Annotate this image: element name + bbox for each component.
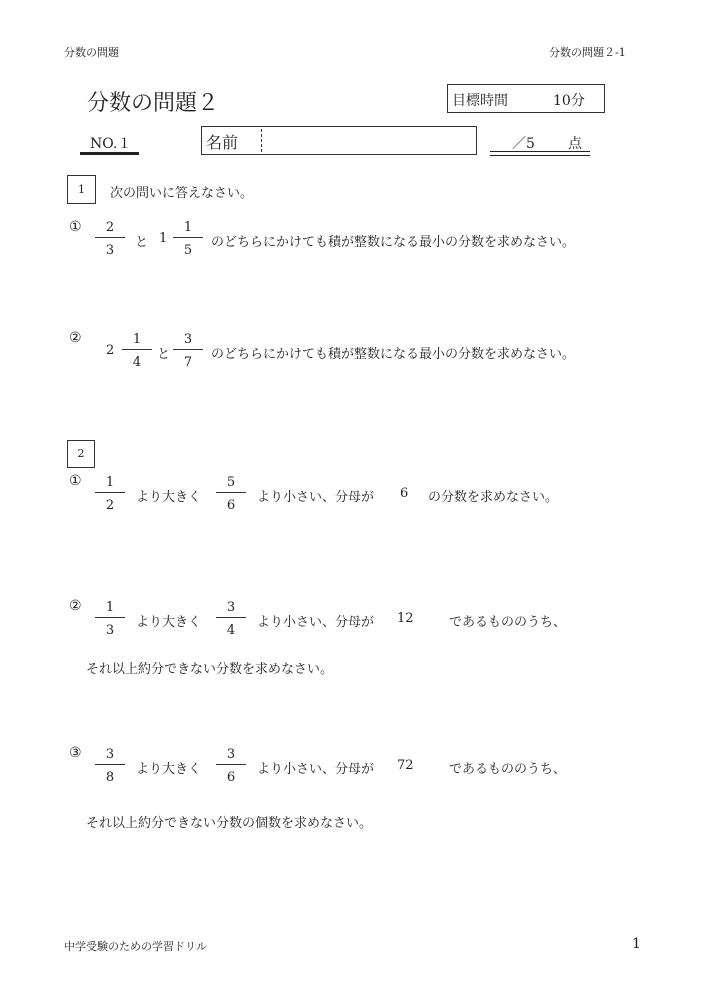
s2-q3-denominator-value: 72 (397, 758, 414, 773)
fraction-bar (173, 349, 203, 350)
s2-q1-fraction-b (216, 473, 246, 515)
fraction-bar (216, 764, 246, 765)
section-1-number: 1 (67, 175, 96, 204)
s1-q2-fraction-a-whole: 2 (106, 343, 115, 358)
s2-q3-fraction-b-denominator: 6 (226, 770, 236, 785)
s1-q1-marker: ① (69, 219, 82, 235)
s1-q1-fraction-b-denominator: 5 (183, 243, 193, 258)
name-box[interactable] (201, 126, 477, 155)
page-title: 分数の問題２ (87, 91, 220, 116)
s2-q2-text-a: より大きく (136, 615, 202, 630)
name-label: 名前 (206, 133, 239, 152)
s2-q2-fraction-a-denominator: 3 (105, 623, 115, 638)
s2-q3-fraction-a (95, 745, 125, 787)
score-unit: 点 (568, 136, 582, 152)
s2-q2-fraction-b (216, 598, 246, 640)
s1-q1-text: のどちらにかけても積が整数になる最小の分数を求めなさい。 (211, 235, 576, 250)
s1-q1-fraction-a-numerator: 2 (105, 220, 115, 235)
score-underline (490, 151, 590, 156)
page-number: 1 (632, 936, 641, 952)
target-time-label: 目標時間 (452, 93, 508, 109)
s1-q2-joiner: と (157, 347, 171, 362)
s2-q3-marker: ③ (69, 745, 82, 761)
s2-q2-fraction-b-denominator: 4 (226, 623, 236, 638)
s1-q1-fraction-b (173, 218, 203, 260)
s1-q2-text: のどちらにかけても積が整数になる最小の分数を求めなさい。 (211, 347, 576, 362)
score-mark: ／5 (512, 136, 535, 152)
s2-q1-text-b: より小さい、分母が (257, 490, 375, 505)
s2-q1-fraction-b-denominator: 6 (226, 498, 236, 513)
s2-q3-fraction-b (216, 745, 246, 787)
s1-q1-joiner: と (135, 235, 149, 250)
s2-q1-text-c: の分数を求めなさい。 (428, 490, 559, 505)
s2-q1-fraction-b-numerator: 5 (226, 475, 236, 490)
s2-q1-text-a: より大きく (136, 490, 202, 505)
s1-q1-fraction-a (95, 218, 125, 260)
s2-q2-text-d: それ以上約分できない分数を求めなさい。 (86, 662, 334, 677)
s1-q2-fraction-a-denominator: 4 (132, 355, 142, 370)
s1-q1-fraction-b-whole: 1 (159, 231, 168, 246)
s2-q1-denominator-value: 6 (400, 486, 409, 501)
s2-q1-fraction-a (95, 473, 125, 515)
s2-q3-text-b: より小さい、分母が (257, 762, 375, 777)
s1-q2-fraction-a (122, 330, 152, 372)
s2-q3-fraction-a-denominator: 8 (105, 770, 115, 785)
header-left: 分数の問題 (64, 46, 119, 59)
s2-q2-fraction-b-numerator: 3 (226, 600, 236, 615)
s1-q2-fraction-b-denominator: 7 (183, 355, 193, 370)
fraction-bar (216, 492, 246, 493)
s2-q3-fraction-b-numerator: 3 (226, 747, 236, 762)
s2-q3-text-d: それ以上約分できない分数の個数を求めなさい。 (86, 816, 373, 831)
fraction-bar (122, 349, 152, 350)
fraction-bar (216, 617, 246, 618)
s2-q2-text-b: より小さい、分母が (257, 615, 375, 630)
s2-q1-marker: ① (69, 473, 82, 489)
s2-q2-marker: ② (69, 598, 82, 614)
fraction-bar (95, 237, 125, 238)
s1-q2-fraction-b-numerator: 3 (183, 332, 193, 347)
fraction-bar (95, 764, 125, 765)
section-1-instruction: 次の問いに答えなさい。 (110, 186, 254, 201)
footer-left: 中学受験のための学習ドリル (64, 940, 207, 953)
s1-q2-fraction-a-numerator: 1 (132, 332, 142, 347)
s2-q3-text-a: より大きく (136, 762, 202, 777)
number-label: NO.１ (90, 136, 132, 152)
fraction-bar (95, 492, 125, 493)
s2-q1-fraction-a-numerator: 1 (105, 475, 115, 490)
s2-q1-fraction-a-denominator: 2 (105, 498, 115, 513)
section-2-number: 2 (67, 440, 95, 468)
s1-q2-marker: ② (69, 330, 82, 346)
s1-q1-fraction-a-denominator: 3 (105, 243, 115, 258)
s2-q2-denominator-value: 12 (397, 611, 414, 626)
name-divider (261, 129, 262, 152)
s2-q2-fraction-a (95, 598, 125, 640)
target-time-value: 10分 (553, 93, 585, 109)
s2-q2-fraction-a-numerator: 1 (105, 600, 115, 615)
s2-q3-fraction-a-numerator: 3 (105, 747, 115, 762)
s1-q1-fraction-b-numerator: 1 (183, 220, 193, 235)
fraction-bar (173, 237, 203, 238)
header-right: 分数の問題２-1 (549, 46, 626, 59)
s2-q2-text-c: であるもののうち、 (449, 615, 567, 630)
fraction-bar (95, 617, 125, 618)
s2-q3-text-c: であるもののうち、 (449, 762, 567, 777)
s1-q2-fraction-b (173, 330, 203, 372)
number-underline (80, 152, 139, 155)
